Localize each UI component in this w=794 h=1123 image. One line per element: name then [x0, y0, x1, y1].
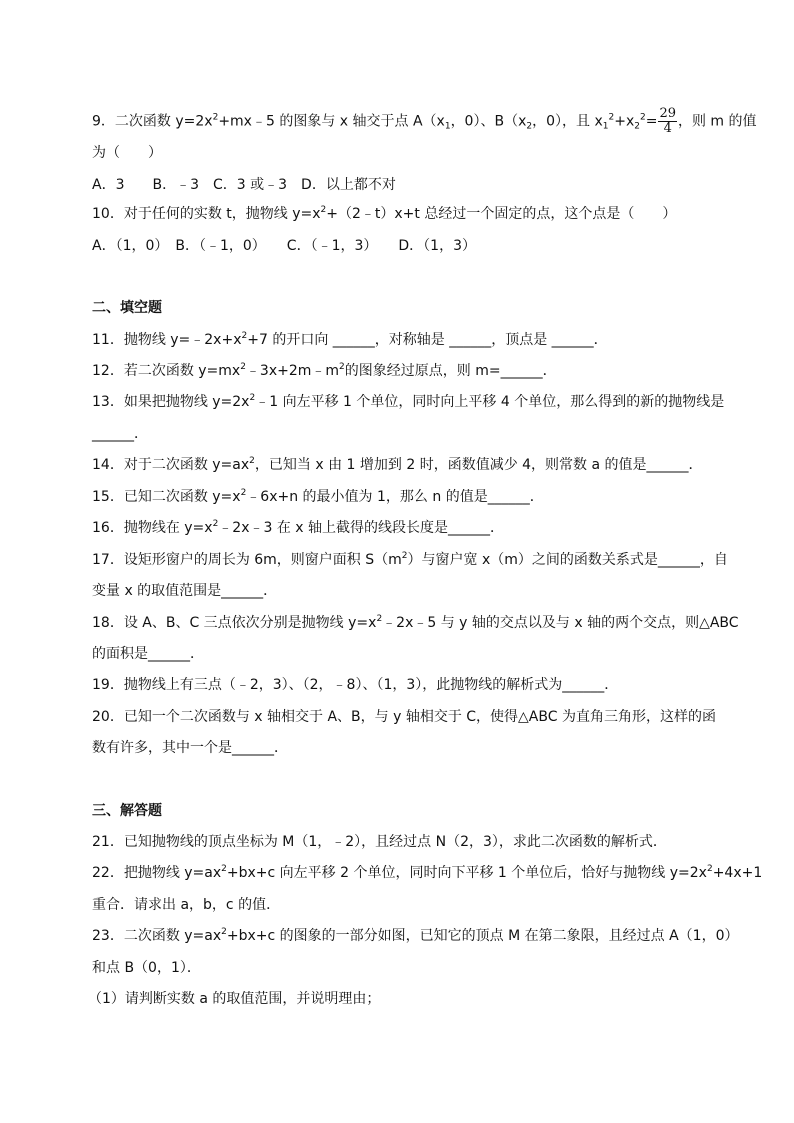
question-23-cont: 和点 B（0，1）． [92, 960, 201, 976]
question-19: 19．抛物线上有三点（﹣2，3）、（2，﹣8）、（1，3），此抛物线的解析式为______． [92, 677, 619, 693]
question-9: 9．二次函数 $y=2x^2+mx﹣5$ 的图象与 x 轴交于点 $A(x_1$，0）、$B(x_2$，0），且 $x_1^2+x_2^2=$ $\frac{29}{4}$ ，则 m 的值 [92, 106, 757, 136]
question-20: 20．已知一个二次函数与 x 轴相交于 A、B，与 y 轴相交于 C，使得△ABC 为直角三角形，这样的函 [92, 709, 716, 725]
section-3-title: 三、解答题 [92, 803, 162, 819]
question-10-options: A．（1，0） B．（﹣1，0） C．（﹣1，3） D．（1，3） [92, 238, 476, 254]
section-2-title: 二、填空题 [92, 300, 162, 316]
question-20-cont: 数有许多，其中一个是______． [92, 740, 288, 756]
question-15: 15．已知二次函数 $y=x^2﹣6x+n$ 的最小值为 1，那么 n 的值是______． [92, 488, 544, 505]
question-18: 18．设 A、B、C 三点依次分别是抛物线 $y=x^2﹣2x﹣5$ 与 y 轴的交点以及与 x 轴的两个交点，则△ABC [92, 614, 739, 631]
question-18-cont: 的面积是______． [92, 646, 204, 662]
question-22-cont: 重合．请求出 a，b，c 的值． [92, 897, 281, 913]
question-10: 10．对于任何的实数 t，抛物线 $y=x^2+(2﹣t)x+t$ 总经过一个固定的点，这个点是（ ） [92, 205, 677, 222]
question-9-cont: 为（ ） [92, 145, 162, 161]
fraction-29-over-4: $\frac{29}{4}$ [659, 106, 676, 136]
question-11: 11．抛物线 $y=﹣2x+x^2+7$ 的开口向 ______，对称轴是 ______，顶点是 ______． [92, 331, 608, 348]
question-13-cont: ______． [92, 426, 148, 442]
question-14: 14．对于二次函数 $y=ax^2$，已知当 x 由 1 增加到 2 时，函数值减少 4，则常数 a 的值是______． [92, 456, 703, 473]
question-22: 22．把抛物线 $y=ax^2+bx+c$ 向左平移 2 个单位，同时向下平移 1 个单位后，恰好与抛物线 $y=2x^2+4x+1$ [92, 864, 763, 881]
question-16: 16．抛物线在 $y=x^2﹣2x﹣3$ 在 x 轴上截得的线段长度是______． [92, 519, 505, 536]
question-17-cont: 变量 x 的取值范围是______． [92, 583, 278, 599]
question-9-options: A．3 B．﹣3 C．3 或﹣3 D．以上都不对 [92, 177, 396, 193]
question-21: 21．已知抛物线的顶点坐标为 M（1，﹣2），且经过点 N（2，3），求此二次函数的解析式． [92, 834, 667, 850]
question-13: 13．如果把抛物线 $y=2x^2﹣1$ 向左平移 1 个单位，同时向上平移 4 个单位，那么得到的新的抛物线是 [92, 393, 725, 410]
question-23-part-1: （1）请判断实数 a 的取值范围，并说明理由； [88, 991, 381, 1007]
question-23: 23．二次函数 $y=ax^2+bx+c$ 的图象的一部分如图，已知它的顶点 M 在第二象限，且经过点 A（1，0） [92, 927, 739, 944]
question-12: 12．若二次函数 $y=mx^2﹣3x+2m﹣m^2$的图象经过原点，则 m=______． [92, 362, 557, 379]
question-17: 17．设矩形窗户的周长为 6m，则窗户面积 $S(m^2)$与窗户宽 x（m）之间的函数关系式是______，自 [92, 551, 728, 568]
